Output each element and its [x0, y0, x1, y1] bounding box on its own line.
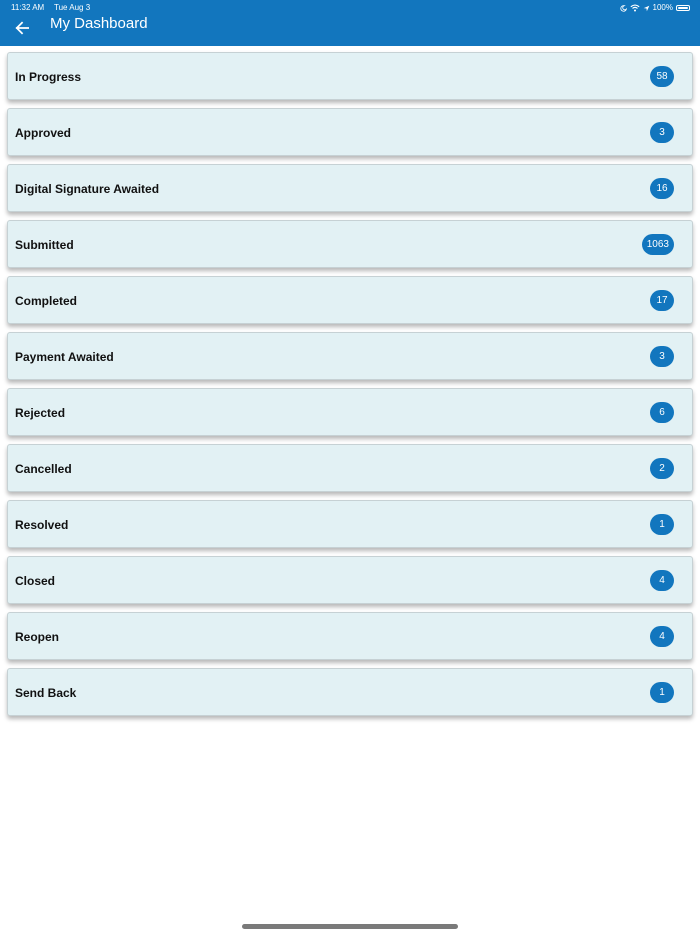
- status-label: Closed: [15, 574, 56, 588]
- battery-percentage: 100%: [652, 3, 673, 12]
- count-badge: 1063: [642, 234, 674, 255]
- wifi-icon: [630, 4, 640, 12]
- status-label: Completed: [15, 294, 78, 308]
- status-label: Payment Awaited: [15, 350, 114, 364]
- status-card-in-progress[interactable]: [7, 52, 693, 100]
- home-indicator: [242, 924, 458, 929]
- status-label: Approved: [15, 126, 72, 140]
- status-card-reopen[interactable]: [7, 612, 693, 660]
- count-badge: 3: [650, 122, 674, 143]
- status-list: [7, 52, 693, 724]
- count-badge: 16: [650, 178, 674, 199]
- count-badge: 6: [650, 402, 674, 423]
- status-label: Resolved: [15, 518, 69, 532]
- status-label: Reopen: [15, 630, 60, 644]
- status-label: In Progress: [15, 70, 82, 84]
- status-card-digital-signature-awaited[interactable]: [7, 164, 693, 212]
- status-card-cancelled[interactable]: [7, 444, 693, 492]
- count-badge: 1: [650, 514, 674, 535]
- count-badge: 1: [650, 682, 674, 703]
- status-date: Tue Aug 3: [54, 3, 91, 12]
- battery-icon: [676, 5, 690, 11]
- status-label: Digital Signature Awaited: [15, 182, 160, 196]
- count-badge: 17: [650, 290, 674, 311]
- status-card-send-back[interactable]: [7, 668, 693, 716]
- status-label: Rejected: [15, 406, 66, 420]
- status-card-rejected[interactable]: [7, 388, 693, 436]
- status-card-closed[interactable]: [7, 556, 693, 604]
- back-button[interactable]: [10, 16, 34, 40]
- status-label: Cancelled: [15, 462, 72, 476]
- page-title: My Dashboard: [50, 15, 148, 32]
- status-card-resolved[interactable]: [7, 500, 693, 548]
- location-icon: [643, 5, 650, 12]
- status-card-completed[interactable]: [7, 276, 693, 324]
- status-card-submitted[interactable]: [7, 220, 693, 268]
- count-badge: 3: [650, 346, 674, 367]
- arrow-left-icon: [15, 21, 29, 35]
- status-card-approved[interactable]: [7, 108, 693, 156]
- do-not-disturb-icon: [620, 5, 627, 12]
- status-card-payment-awaited[interactable]: [7, 332, 693, 380]
- status-label: Send Back: [15, 686, 77, 700]
- app-bar: [0, 12, 700, 46]
- status-label: Submitted: [15, 238, 74, 252]
- count-badge: 2: [650, 458, 674, 479]
- status-time: 11:32 AM: [11, 3, 45, 12]
- status-bar: [0, 0, 700, 12]
- count-badge: 58: [650, 66, 674, 87]
- count-badge: 4: [650, 570, 674, 591]
- count-badge: 4: [650, 626, 674, 647]
